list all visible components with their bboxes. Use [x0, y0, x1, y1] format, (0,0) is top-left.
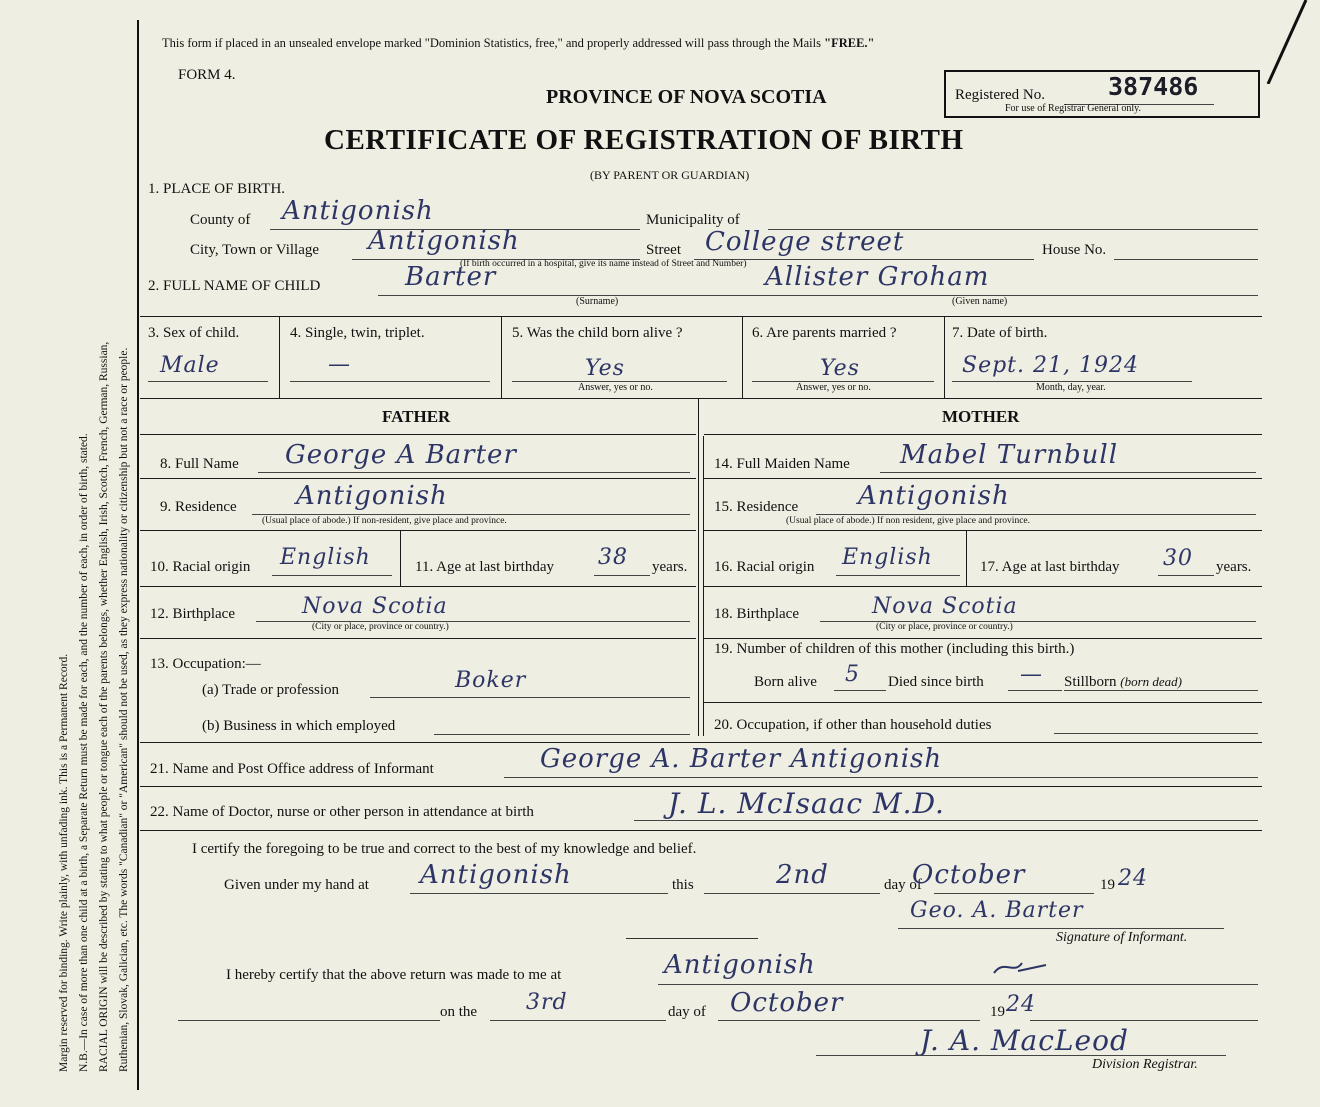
surname-note: (Surname) — [576, 296, 619, 307]
form-number: FORM 4. — [178, 67, 236, 83]
informant-signature-label: Signature of Informant. — [1056, 930, 1188, 945]
province-heading: PROVINCE OF NOVA SCOTIA — [546, 86, 827, 108]
mother-name-line — [880, 472, 1256, 473]
father-business-line — [434, 734, 690, 735]
parents-married-note: Answer, yes or no. — [796, 382, 871, 393]
informant-label: 21. Name and Post Office address of Informant — [150, 761, 434, 777]
given-year-prefix: 19 — [1100, 877, 1115, 893]
rule-parents-heading-right — [704, 434, 1262, 435]
given-day-value: 2nd — [776, 860, 829, 890]
doctor-label: 22. Name of Doctor, nurse or other person in attendance at birth — [150, 804, 534, 820]
father-name-line — [258, 472, 690, 473]
rule-father-racial-sep — [400, 530, 401, 586]
doctor-value: J. L. McIsaac M.D. — [668, 787, 945, 820]
margin-note-racial-origin: RACIAL ORIGIN will be described by stating to what people or tongue each of the parents belongs, whether English, Irish, Scotch, French, German, Russian, — [98, 341, 110, 1072]
mother-residence-label: 15. Residence — [714, 499, 799, 515]
corner-pen-mark — [1262, 0, 1312, 84]
child-given-value: Allister Groham — [765, 262, 990, 292]
given-year-value: 24 — [1118, 866, 1148, 891]
certification-statement: I certify the foregoing to be true and correct to the best of my knowledge and belief. — [192, 841, 697, 857]
mother-residence-value: Antigonish — [858, 481, 1010, 511]
registrar-stroke-mark — [990, 955, 1050, 981]
father-residence-line — [252, 514, 690, 515]
given-month-value: October — [912, 860, 1026, 890]
registrar-month-line — [718, 1020, 980, 1021]
registrar-year-prefix: 19 — [990, 1004, 1005, 1020]
mother-died-line — [1008, 690, 1062, 691]
registrar-on-the-label: on the — [440, 1004, 478, 1020]
mother-age-value: 30 — [1163, 546, 1193, 571]
margin-note-nationality: Ruthenian, Slovak, Galician, etc. The words "Canadian" or "American" should not be used, as they express nationality or citizenship but not a race or people. — [118, 347, 130, 1072]
given-place-line — [410, 893, 668, 894]
registrar-place-line — [658, 984, 1258, 985]
born-alive-label: 5. Was the child born alive ? — [512, 325, 683, 341]
father-birthplace-label: 12. Birthplace — [150, 606, 235, 622]
multiple-birth-value: — — [328, 352, 351, 377]
registrar-day-value: 3rd — [526, 990, 568, 1015]
mother-stillborn-text: Stillborn — [1064, 674, 1117, 690]
rule-details-sep-2 — [501, 316, 502, 398]
mother-born-alive-value: 5 — [845, 662, 860, 687]
informant-value: George A. Barter Antigonish — [540, 744, 943, 774]
given-day-line — [704, 893, 880, 894]
place-of-birth-heading: 1. PLACE OF BIRTH. — [148, 181, 286, 197]
rule-details-sep-1 — [279, 316, 280, 398]
given-month-line — [934, 893, 1094, 894]
mother-children-label: 19. Number of children of this mother (including this birth.) — [714, 641, 1075, 657]
page-title: CERTIFICATE OF REGISTRATION OF BIRTH — [324, 124, 964, 156]
father-residence-label: 9. Residence — [160, 499, 237, 515]
date-of-birth-value: Sept. 21, 1924 — [962, 353, 1139, 378]
multiple-birth-label: 4. Single, twin, triplet. — [290, 325, 425, 341]
mother-born-alive-line — [834, 690, 886, 691]
informant-signature: Geo. A. Barter — [910, 898, 1084, 923]
date-of-birth-label: 7. Date of birth. — [952, 325, 1048, 341]
rule-row-name — [140, 478, 696, 479]
father-residence-value: Antigonish — [296, 481, 448, 511]
doctor-line — [634, 820, 1258, 821]
born-alive-value: Yes — [585, 356, 625, 381]
father-residence-note: (Usual place of abode.) If non-resident, give place and province. — [262, 516, 507, 526]
rule-row-residence-right — [704, 530, 1262, 531]
father-racial-value: English — [280, 545, 371, 570]
mother-occupation-label: 20. Occupation, if other than household duties — [714, 717, 992, 733]
street-value: College street — [705, 227, 905, 257]
father-trade-value: Boker — [455, 668, 527, 693]
mother-age-line — [1158, 575, 1214, 576]
father-racial-label: 10. Racial origin — [150, 559, 251, 575]
mother-birthplace-value: Nova Scotia — [872, 594, 1018, 619]
rule-mother-racial-sep — [966, 530, 967, 586]
registrar-signature-line — [816, 1055, 1226, 1056]
municipality-label: Municipality of — [646, 212, 740, 228]
date-of-birth-note: Month, day, year. — [1036, 382, 1106, 393]
rule-details-top — [140, 316, 1262, 317]
father-racial-line — [272, 575, 392, 576]
mother-age-label: 17. Age at last birthday — [980, 559, 1120, 575]
mother-died-value: — — [1020, 662, 1043, 687]
father-age-label: 11. Age at last birthday — [415, 559, 554, 575]
registrar-signature: J. A. MacLeod — [920, 1024, 1129, 1057]
father-name-label: 8. Full Name — [160, 456, 239, 472]
registrar-day-line — [490, 1020, 666, 1021]
sex-value: Male — [160, 353, 220, 378]
page-subtitle: (BY PARENT OR GUARDIAN) — [590, 168, 750, 182]
mother-occupation-line — [1054, 733, 1258, 734]
street-label: Street — [646, 242, 681, 258]
hospital-note: (If birth occurred in a hospital, give its name instead of Street and Number) — [460, 259, 747, 269]
registered-label: Registered No. — [955, 87, 1045, 103]
mother-residence-note: (Usual place of abode.) If non resident, give place and province. — [786, 516, 1030, 526]
mother-stillborn-label — [1064, 674, 1182, 691]
mother-racial-value: English — [842, 545, 933, 570]
rule-row-birthplace — [140, 638, 696, 639]
rule-row-racial-right — [704, 586, 1262, 587]
mother-age-unit: years. — [1216, 559, 1252, 575]
registered-value: 387486 — [1108, 72, 1199, 101]
given-this-label: this — [672, 877, 694, 893]
mother-birthplace-note: (City or place, province or country.) — [876, 622, 1013, 632]
mother-stillborn-note: (born dead) — [1120, 674, 1183, 689]
city-label: City, Town or Village — [190, 242, 320, 258]
father-birthplace-note: (City or place, province or country.) — [312, 622, 449, 632]
mother-racial-line — [836, 575, 960, 576]
rule-parents-bottom — [140, 742, 1262, 743]
given-place-value: Antigonish — [420, 860, 572, 890]
rule-details-sep-4 — [944, 316, 945, 398]
registrar-statement: I hereby certify that the above return was made to me at — [226, 967, 562, 983]
sex-label: 3. Sex of child. — [148, 325, 240, 341]
informant-line — [504, 777, 1258, 778]
registrar-year-value: 24 — [1006, 992, 1036, 1017]
house-no-label: House No. — [1042, 242, 1107, 258]
father-business-label: (b) Business in which employed — [202, 718, 396, 734]
mother-birthplace-label: 18. Birthplace — [714, 606, 799, 622]
born-alive-note: Answer, yes or no. — [578, 382, 653, 393]
registrar-month-value: October — [730, 988, 844, 1018]
rule-row-birthplace-right — [704, 638, 1262, 639]
registrar-year-line — [1030, 1020, 1258, 1021]
certification-divider — [626, 938, 758, 939]
registrar-signature-label: Division Registrar. — [1092, 1057, 1198, 1072]
parents-married-value: Yes — [820, 356, 860, 381]
father-age-value: 38 — [598, 545, 628, 570]
mother-died-label: Died since birth — [888, 674, 984, 690]
house-no-line — [1114, 259, 1258, 260]
mother-residence-line — [816, 514, 1256, 515]
mother-name-value: Mabel Turnbull — [900, 440, 1119, 470]
informant-signature-line — [898, 928, 1224, 929]
father-trade-label: (a) Trade or profession — [202, 682, 340, 698]
rule-row-racial — [140, 586, 696, 587]
child-name-line — [378, 295, 1258, 296]
registrar-day-of-label: day of — [668, 1004, 706, 1020]
margin-rule — [137, 20, 139, 1090]
rule-details-bottom — [140, 398, 1262, 399]
rule-row-residence — [140, 530, 696, 531]
rule-row-children — [704, 702, 1262, 703]
mother-heading: MOTHER — [942, 407, 1020, 426]
mother-name-label: 14. Full Maiden Name — [714, 456, 850, 472]
child-name-label: 2. FULL NAME OF CHILD — [148, 278, 321, 294]
sex-line — [148, 381, 268, 382]
registrar-place-value: Antigonish — [664, 950, 816, 980]
father-age-line — [594, 575, 650, 576]
mother-born-alive-label: Born alive — [754, 674, 817, 690]
city-value: Antigonish — [368, 226, 520, 256]
rule-parents-divider — [698, 398, 699, 736]
father-heading: FATHER — [382, 407, 451, 426]
given-name-note: (Given name) — [952, 296, 1008, 307]
given-day-of-label: day of — [884, 877, 922, 893]
mother-racial-label: 16. Racial origin — [714, 559, 815, 575]
rule-parents-heading — [140, 434, 696, 435]
mail-note-text: This form if placed in an unsealed envelope marked "Dominion Statistics, free," and properly addressed will pass through the Mails — [162, 36, 825, 50]
rule-row-name-right — [704, 478, 1262, 479]
given-under-hand-label: Given under my hand at — [224, 877, 369, 893]
rule-doctor-bottom — [140, 830, 1262, 831]
father-birthplace-value: Nova Scotia — [302, 594, 448, 619]
registrar-blank-line — [178, 1020, 440, 1021]
margin-note-binding: Margin reserved for binding. Write plainly, with unfading ink. This is a Permanent Record. — [58, 653, 70, 1072]
mother-stillborn-line — [1064, 690, 1258, 691]
mail-note-free: "FREE." — [824, 36, 875, 50]
father-name-value: George A Barter — [285, 440, 517, 470]
county-label: County of — [190, 212, 251, 228]
parents-married-label: 6. Are parents married ? — [752, 325, 897, 341]
registered-note: For use of Registrar General only. — [1005, 103, 1141, 114]
father-age-unit: years. — [652, 559, 688, 575]
child-surname-value: Barter — [405, 262, 497, 292]
mail-note — [162, 36, 874, 51]
county-value: Antigonish — [282, 196, 434, 226]
multiple-birth-line — [290, 381, 490, 382]
father-trade-line — [370, 697, 690, 698]
margin-note-multiple-births: N.B.—In case of more than one child at a birth, a Separate Return must be made for each, and the number of each, in order of birth, stated. — [78, 433, 90, 1072]
father-occupation-label: 13. Occupation:— — [150, 656, 261, 672]
rule-details-sep-3 — [742, 316, 743, 398]
